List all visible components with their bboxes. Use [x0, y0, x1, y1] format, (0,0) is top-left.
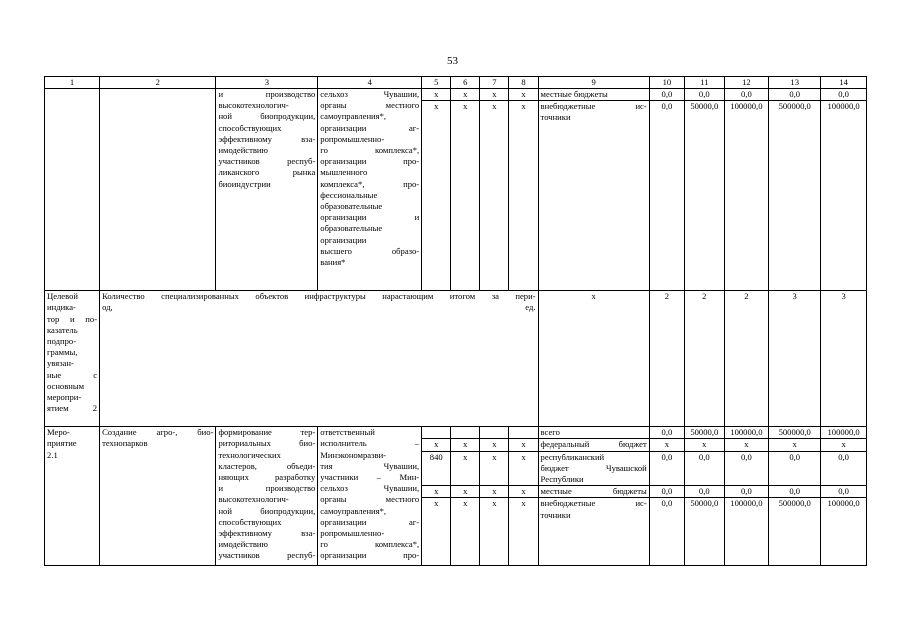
code-cell: [422, 427, 451, 439]
value-cell: 0,0: [649, 498, 684, 566]
text-line: ответственный: [320, 427, 375, 438]
code-cell: х: [422, 101, 451, 291]
value-cell: х: [769, 439, 821, 451]
text-line: увязан-: [47, 358, 74, 369]
text-line: тия Чувашии,: [320, 460, 420, 471]
value-cell: х: [724, 439, 769, 451]
code-cell: х: [451, 101, 480, 291]
value-cell: 0,0: [649, 486, 684, 498]
text-line: ропромышленно-: [320, 528, 385, 539]
text-line: и производство: [218, 483, 316, 494]
value-cell: х: [685, 439, 724, 451]
block1-executors-text: [318, 89, 422, 291]
value-cell: х: [649, 439, 684, 451]
code-cell: х: [480, 101, 509, 291]
col-num: 12: [724, 77, 769, 89]
col-num: 9: [538, 77, 649, 89]
text-line: организации аг-: [320, 516, 420, 527]
text-line: ятием 2: [47, 403, 98, 414]
value-cell: 500000,0: [769, 498, 821, 566]
block1-activity-text: [216, 89, 318, 291]
text-line: высокотехнологич-: [218, 494, 289, 505]
text-line: имодействию: [218, 145, 268, 156]
text-line: ропромышленно-: [320, 133, 385, 144]
text-line: организации про-: [320, 550, 420, 561]
code-cell: х: [480, 498, 509, 566]
measure-activity-text: [216, 427, 318, 566]
text-line: Количество специализированных объектов инфраструктуры нарастающим итогом за пери-: [102, 291, 536, 302]
code-cell: х: [480, 486, 509, 498]
text-line: граммы,: [47, 347, 78, 358]
text-line: меропри-: [47, 392, 82, 403]
value-cell: 0,0: [821, 89, 867, 101]
value-cell: 100000,0: [821, 101, 867, 291]
indicator-col9: х: [538, 291, 649, 427]
code-cell: х: [509, 451, 538, 486]
page-number: 53: [447, 55, 458, 67]
text-line: организации: [320, 234, 367, 245]
value-cell: 500000,0: [769, 427, 821, 439]
text-line: имодействию: [218, 539, 268, 550]
text-line: сельхоз Чувашии,: [320, 89, 420, 99]
indicator-row: [45, 291, 867, 427]
text-line: ной биопродукции,: [218, 111, 316, 122]
value-cell: 100000,0: [821, 498, 867, 566]
text-line: формирование тер-: [218, 427, 316, 438]
code-cell: х: [422, 89, 451, 101]
code-cell: х: [480, 89, 509, 101]
text-line: Республики: [540, 474, 584, 485]
text-line: Целевой: [47, 291, 79, 302]
value-cell: х: [821, 439, 867, 451]
text-line: фессиональные: [320, 189, 378, 200]
value-cell: 0,0: [649, 451, 684, 486]
code-cell: х: [451, 439, 480, 451]
value-cell: 0,0: [821, 451, 867, 486]
text-line: технопарков: [102, 438, 148, 449]
funding-source: [538, 439, 649, 451]
funding-source: [538, 498, 649, 566]
text-line: казатель: [47, 324, 78, 335]
value-cell: 0,0: [769, 486, 821, 498]
text-line: организации про-: [320, 156, 420, 167]
text-line: индика-: [47, 302, 76, 313]
col-num: 14: [821, 77, 867, 89]
text-line: Создание агро-, био-: [102, 427, 214, 438]
text-line: мышленного: [320, 167, 368, 178]
text-line: и производство: [218, 89, 316, 99]
code-cell: х: [509, 498, 538, 566]
value-cell: 500000,0: [769, 101, 821, 291]
code-cell: х: [480, 439, 509, 451]
value-cell: 0,0: [769, 89, 821, 101]
value-cell: 50000,0: [685, 498, 724, 566]
code-cell: [509, 427, 538, 439]
text-line: Меро-: [47, 427, 70, 438]
indicator-text: [100, 291, 538, 427]
text-line: биоиндустрии: [218, 178, 271, 189]
text-line: организации и: [320, 212, 420, 223]
value-cell: 100000,0: [724, 427, 769, 439]
text-line: тор и по-: [47, 313, 98, 324]
text-line: вания*: [320, 257, 346, 268]
indicator-value: 2: [724, 291, 769, 427]
text-line: технологических: [218, 449, 281, 460]
value-cell: 0,0: [685, 451, 724, 486]
indicator-label: [45, 291, 100, 427]
value-cell: 0,0: [724, 486, 769, 498]
col-num: 1: [45, 77, 100, 89]
code-cell: х: [451, 498, 480, 566]
text-line: бюджет Чувашской: [540, 462, 647, 473]
code-cell: х: [509, 101, 538, 291]
measure-name: [100, 427, 216, 566]
text-line: риториальных био-: [218, 438, 316, 449]
text-line: няющих разработку: [218, 472, 316, 483]
text-line: исполнитель –: [320, 438, 420, 449]
code-cell: 840: [422, 451, 451, 486]
value-cell: 50000,0: [685, 101, 724, 291]
text-line: высокотехнологич-: [218, 100, 289, 111]
code-cell: х: [422, 439, 451, 451]
value-cell: 0,0: [649, 427, 684, 439]
col-num: 10: [649, 77, 684, 89]
text-line: способствующих: [218, 122, 282, 133]
text-line: образовательные: [320, 223, 383, 234]
code-cell: х: [480, 451, 509, 486]
col-num: 5: [422, 77, 451, 89]
text-line: участников респуб-: [218, 156, 316, 167]
value-cell: 0,0: [685, 486, 724, 498]
measure-executors-text: [318, 427, 422, 566]
column-number-row: [45, 77, 867, 89]
col-num: 7: [480, 77, 509, 89]
value-cell: 100000,0: [724, 101, 769, 291]
code-cell: х: [451, 486, 480, 498]
code-cell: х: [509, 89, 538, 101]
col-num: 8: [509, 77, 538, 89]
text-line: кластеров, объеди-: [218, 460, 316, 471]
text-line: 2.1: [47, 449, 58, 460]
indicator-value: 2: [685, 291, 724, 427]
col-num: 2: [100, 77, 216, 89]
text-line: местные бюджеты: [540, 486, 647, 497]
code-cell: х: [451, 451, 480, 486]
funding-source: [538, 451, 649, 486]
funding-source: [538, 101, 649, 291]
indicator-value: 3: [821, 291, 867, 427]
text-line: сельхоз Чувашии,: [320, 483, 420, 494]
code-cell: [451, 427, 480, 439]
value-cell: 0,0: [649, 101, 684, 291]
text-line: ной биопродукции,: [218, 505, 316, 516]
text-line: самоуправления*,: [320, 505, 387, 516]
measure-row-total: [45, 427, 867, 439]
text-line: участники – Мин-: [320, 472, 420, 483]
indicator-value: 2: [649, 291, 684, 427]
text-line: участников респуб-: [218, 550, 316, 561]
value-cell: 0,0: [769, 451, 821, 486]
value-cell: 0,0: [821, 486, 867, 498]
col-num: 4: [318, 77, 422, 89]
text-line: образовательные: [320, 201, 383, 212]
block1-row-local: [45, 89, 867, 101]
text-line: республиканский: [540, 451, 605, 462]
text-line: Минэкономразви-: [320, 449, 387, 460]
value-cell: 50000,0: [685, 427, 724, 439]
empty-cell: [45, 89, 100, 291]
value-cell: 0,0: [649, 89, 684, 101]
funding-source: [538, 427, 649, 439]
col-num: 6: [451, 77, 480, 89]
text-line: эффективному вза-: [218, 133, 316, 144]
code-cell: [480, 427, 509, 439]
value-cell: 0,0: [724, 89, 769, 101]
text-line: приятие: [47, 438, 77, 449]
text-line: эффективному вза-: [218, 528, 316, 539]
text-line: комплекса*, про-: [320, 178, 420, 189]
col-num: 13: [769, 77, 821, 89]
code-cell: х: [451, 89, 480, 101]
code-cell: х: [422, 498, 451, 566]
text-line: точники: [540, 112, 571, 123]
text-line: всего: [540, 427, 560, 438]
text-line: самоуправления*,: [320, 111, 387, 122]
text-line: органы местного: [320, 100, 420, 111]
code-cell: х: [422, 486, 451, 498]
col-num: 3: [216, 77, 318, 89]
col-num: 11: [685, 77, 724, 89]
text-line: федеральный бюджет: [540, 439, 647, 450]
text-line: го комплекса*,: [320, 145, 420, 156]
value-cell: 100000,0: [724, 498, 769, 566]
text-line: ные с: [47, 369, 98, 380]
text-line: высшего образо-: [320, 245, 420, 256]
program-table: [44, 76, 867, 566]
code-cell: х: [509, 486, 538, 498]
value-cell: 0,0: [685, 89, 724, 101]
text-line: ликанского рынка: [218, 167, 316, 178]
value-cell: 100000,0: [821, 427, 867, 439]
text-line: способствующих: [218, 516, 282, 527]
measure-label: [45, 427, 100, 566]
text-line: од, ед.: [102, 302, 536, 313]
text-line: внебюджетные ис-: [540, 101, 647, 112]
text-line: внебюджетные ис-: [540, 498, 647, 509]
value-cell: 0,0: [724, 451, 769, 486]
indicator-value: 3: [769, 291, 821, 427]
text-line: го комплекса*,: [320, 539, 420, 550]
empty-cell: [100, 89, 216, 291]
text-line: подпро-: [47, 336, 77, 347]
text-line: основным: [47, 380, 85, 391]
funding-source: [538, 486, 649, 498]
text-line: органы местного: [320, 494, 420, 505]
text-line: точники: [540, 509, 571, 520]
code-cell: х: [509, 439, 538, 451]
funding-source: местные бюджеты: [538, 89, 649, 101]
text-line: организации аг-: [320, 122, 420, 133]
